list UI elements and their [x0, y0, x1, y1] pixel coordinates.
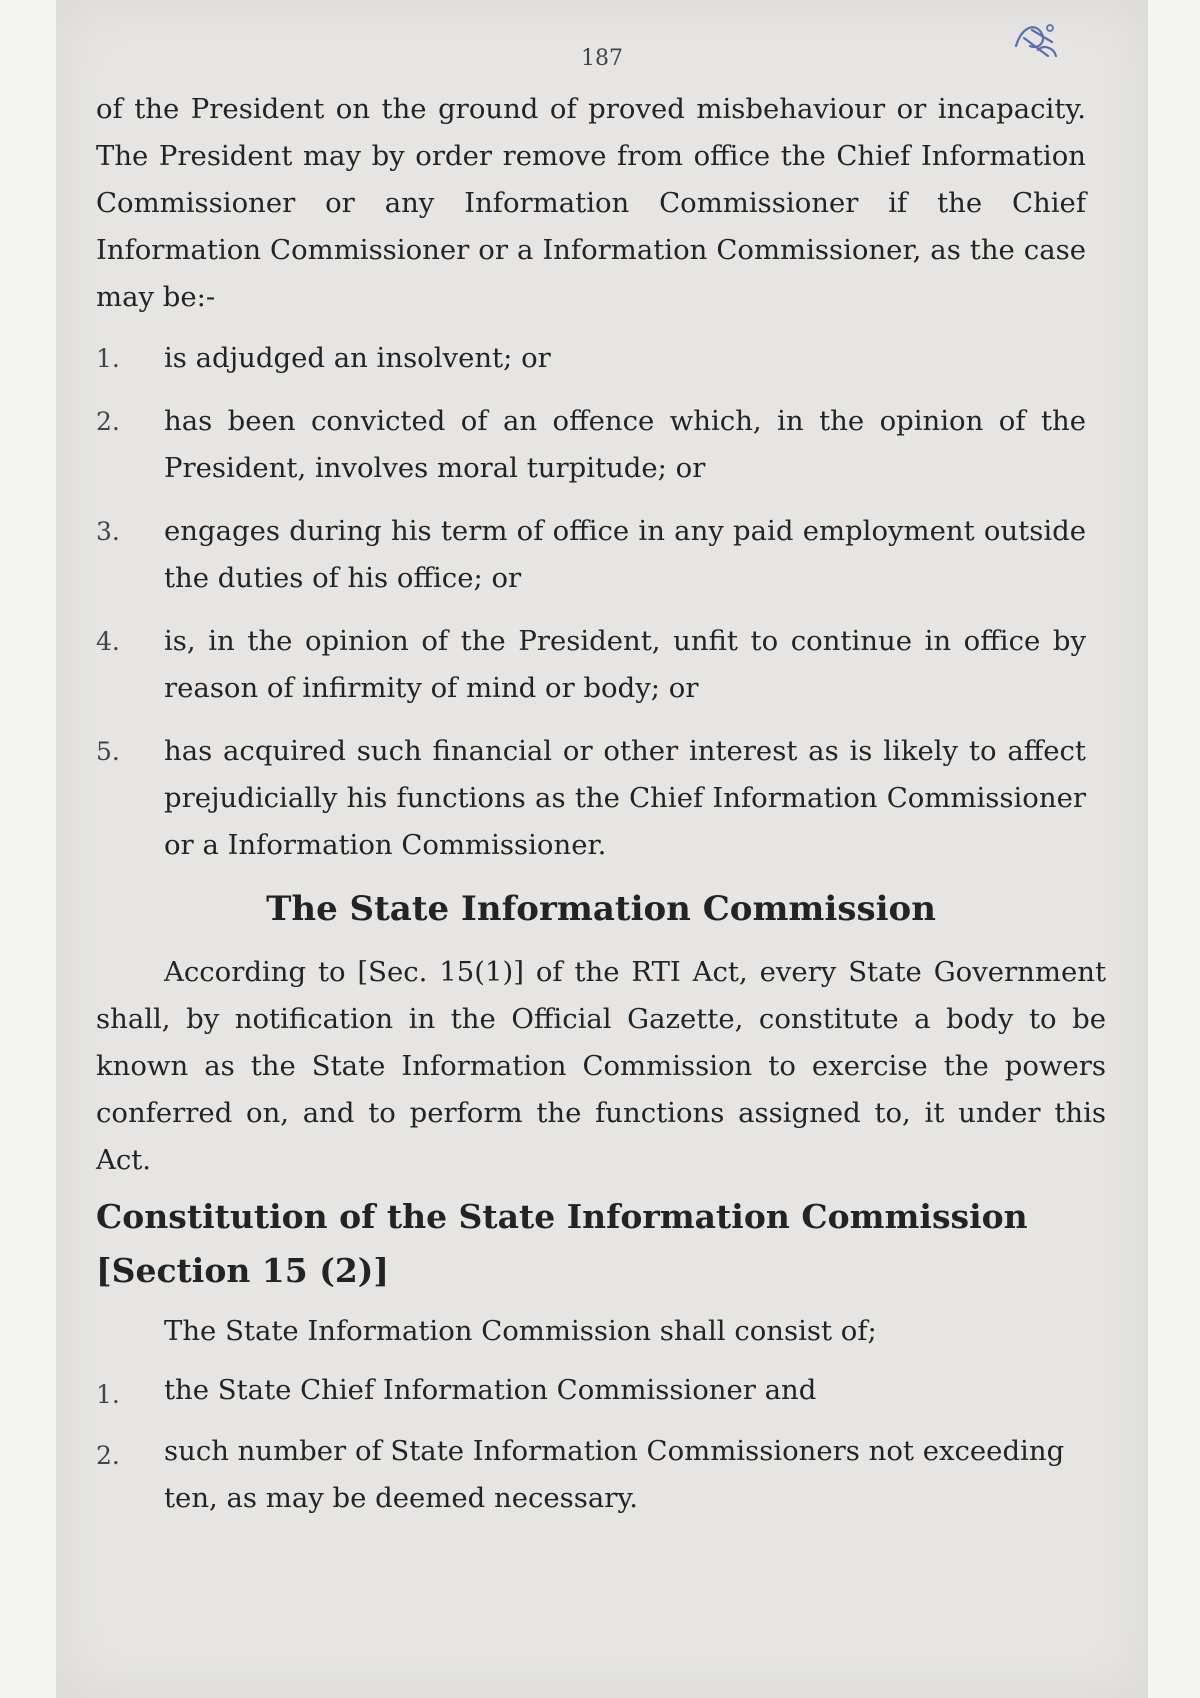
document-page [56, 0, 1148, 1698]
list-item [96, 398, 1106, 492]
section-heading: The State Information Commission [266, 889, 936, 929]
list-text: the State Chief Information Commissioner and [164, 1374, 817, 1406]
list-item [96, 508, 1106, 602]
constitution-heading-line2: [Section 15 (2)] [96, 1251, 390, 1290]
list-text: has been convicted of an offence which, in the opinion of the President, involves moral turpitude; or [164, 405, 1086, 484]
list-number: 4. [96, 627, 120, 656]
constitution-heading [96, 1190, 1106, 1298]
list-number: 1. [96, 1380, 120, 1409]
constitution-list [96, 1367, 1106, 1522]
section-paragraph: According to [Sec. 15(1)] of the RTI Act, every State Government shall, by notification in the Official Gazette, constitute a body to be known as the State Information Commission to exercise the powers conferred on, and to perform the functions assigned to, it under this Act. [96, 956, 1106, 1176]
list-number: 2. [96, 1441, 120, 1470]
list-text: engages during his term of office in any paid employment outside the duties of his office; or [164, 515, 1086, 594]
list-number: 2. [96, 407, 120, 436]
list-item [96, 728, 1106, 869]
list-number: 1. [96, 344, 120, 373]
intro-paragraph: of the President on the ground of proved misbehaviour or incapacity. The President may by order remove from office the Chief Information Commissioner or any Information Commissioner if the Chief Information Commissioner or a Information Commissioner, as the case may be:- [96, 93, 1086, 313]
list-item [96, 335, 1106, 382]
library-stamp-icon [1002, 16, 1064, 66]
list-item [96, 618, 1106, 712]
page-content [96, 86, 1106, 1536]
list-text: is, in the opinion of the President, unfit to continue in office by reason of infirmity of mind or body; or [164, 625, 1086, 704]
list-number: 5. [96, 737, 120, 766]
list-number: 3. [96, 517, 120, 546]
list-item [96, 1367, 1106, 1414]
constitution-lead: The State Information Commission shall consist of; [164, 1315, 877, 1347]
list-text: is adjudged an insolvent; or [164, 342, 551, 374]
list-text: has acquired such financial or other interest as is likely to affect prejudicially his functions as the Chief Information Commissioner or a Information Commissioner. [164, 735, 1086, 861]
removal-grounds-list [96, 335, 1106, 869]
page-number: 187 [581, 46, 623, 71]
list-item [96, 1428, 1106, 1522]
list-text: such number of State Information Commissioners not exceeding ten, as may be deemed necessary. [164, 1435, 1065, 1514]
constitution-heading-line1: Constitution of the State Information Commission [96, 1197, 1028, 1236]
